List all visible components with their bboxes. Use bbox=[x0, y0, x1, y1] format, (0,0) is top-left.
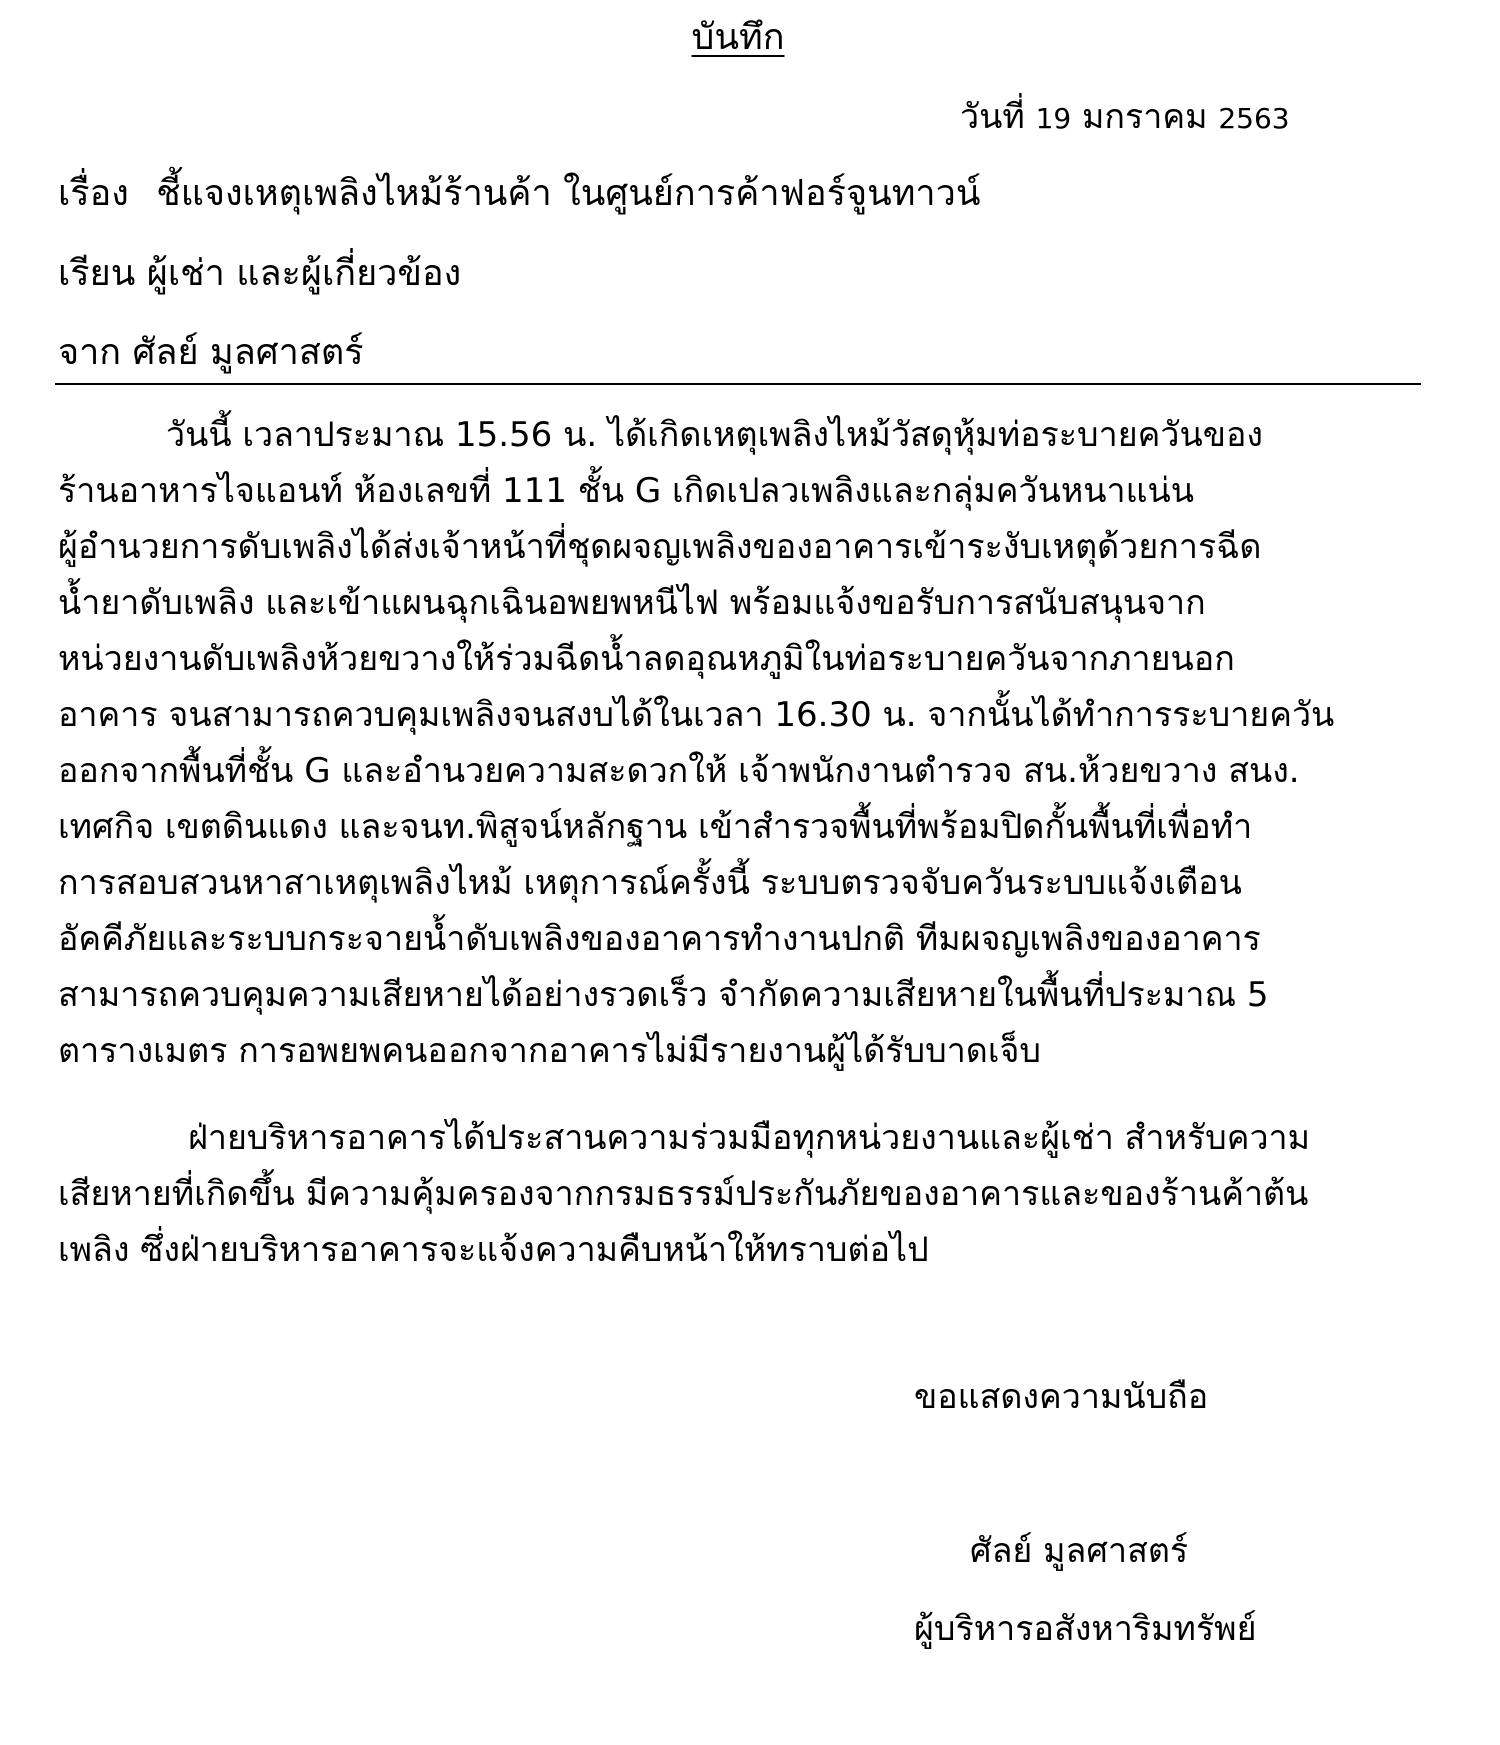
body-paragraph-2 bbox=[58, 1110, 1426, 1278]
date-day: 19 bbox=[1035, 102, 1072, 135]
closing-salutation: ขอแสดงความนับถือ bbox=[914, 1377, 1209, 1417]
paragraph-line: เสียหายที่เกิดขึ้น มีความคุ้มครองจากกรมธรรม์ประกันภัยของอาคารและของร้านค้าต้น bbox=[58, 1174, 1309, 1214]
paragraph-line: วันนี้ เวลาประมาณ 15.56 น. ได้เกิดเหตุเพลิงไหม้วัสดุหุ้มท่อระบายควันของ bbox=[166, 415, 1263, 455]
date-year: 2563 bbox=[1218, 102, 1290, 135]
paragraph-line: อัคคีภัยและระบบกระจายน้ำดับเพลิงของอาคารทำงานปกติ ทีมผจญเพลิงของอาคาร bbox=[58, 919, 1261, 959]
memo-sender: จาก ศัลย์ มูลศาสตร์ bbox=[58, 332, 364, 373]
header-divider bbox=[55, 383, 1421, 385]
paragraph-line: เพลิง ซึ่งฝ่ายบริหารอาคารจะแจ้งความคืบหน้าให้ทราบต่อไป bbox=[58, 1230, 929, 1270]
paragraph-line: ตารางเมตร การอพยพคนออกจากอาคารไม่มีรายงานผู้ได้รับบาดเจ็บ bbox=[58, 1031, 1041, 1071]
subject-label: เรื่อง bbox=[58, 173, 129, 214]
paragraph-line: อาคาร จนสามารถควบคุมเพลิงจนสงบได้ในเวลา 16.30 น. จากนั้นได้ทำการระบายควัน bbox=[58, 695, 1335, 735]
paragraph-line: น้ำยาดับเพลิง และเข้าแผนฉุกเฉินอพยพหนีไฟ พร้อมแจ้งขอรับการสนับสนุนจาก bbox=[58, 583, 1206, 623]
memo-recipient: เรียน ผู้เช่า และผู้เกี่ยวข้อง bbox=[58, 253, 462, 294]
signer-name: ศัลย์ มูลศาสตร์ bbox=[970, 1531, 1189, 1571]
body-paragraph-1 bbox=[58, 407, 1426, 1079]
paragraph-line: ออกจากพื้นที่ชั้น G และอำนวยความสะดวกให้ เจ้าพนักงานตำรวจ สน.ห้วยขวาง สนง. bbox=[58, 751, 1300, 791]
memo-subject bbox=[58, 170, 980, 218]
signer-title: ผู้บริหารอสังหาริมทรัพย์ bbox=[914, 1609, 1257, 1649]
date-prefix: วันที่ bbox=[960, 97, 1025, 137]
paragraph-line: ผู้อำนวยการดับเพลิงได้ส่งเจ้าหน้าที่ชุดผจญเพลิงของอาคารเข้าระงับเหตุด้วยการฉีด bbox=[58, 527, 1262, 567]
memo-title: บันทึก bbox=[691, 17, 785, 58]
paragraph-line: ร้านอาหารไจแอนท์ ห้องเลขที่ 111 ชั้น G เกิดเปลวเพลิงและกลุ่มควันหนาแน่น bbox=[58, 471, 1194, 511]
paragraph-line: ฝ่ายบริหารอาคารได้ประสานความร่วมมือทุกหน่วยงานและผู้เช่า สำหรับความ bbox=[188, 1118, 1311, 1158]
paragraph-line: หน่วยงานดับเพลิงห้วยขวางให้ร่วมฉีดน้ำลดอุณหภูมิในท่อระบายควันจากภายนอก bbox=[58, 639, 1235, 679]
memo-date bbox=[960, 94, 1290, 142]
paragraph-line: การสอบสวนหาสาเหตุเพลิงไหม้ เหตุการณ์ครั้งนี้ ระบบตรวจจับควันระบบแจ้งเตือน bbox=[58, 863, 1242, 903]
paragraph-line: เทศกิจ เขตดินแดง และจนท.พิสูจน์หลักฐาน เข้าสำรวจพื้นที่พร้อมปิดกั้นพื้นที่เพื่อทำ bbox=[58, 807, 1253, 847]
paragraph-line: สามารถควบคุมความเสียหายได้อย่างรวดเร็ว จำกัดความเสียหายในพื้นที่ประมาณ 5 bbox=[58, 975, 1269, 1015]
subject-text: ชี้แจงเหตุเพลิงไหม้ร้านค้า ในศูนย์การค้าฟอร์จูนทาวน์ bbox=[156, 173, 981, 214]
date-month: มกราคม bbox=[1082, 97, 1208, 137]
